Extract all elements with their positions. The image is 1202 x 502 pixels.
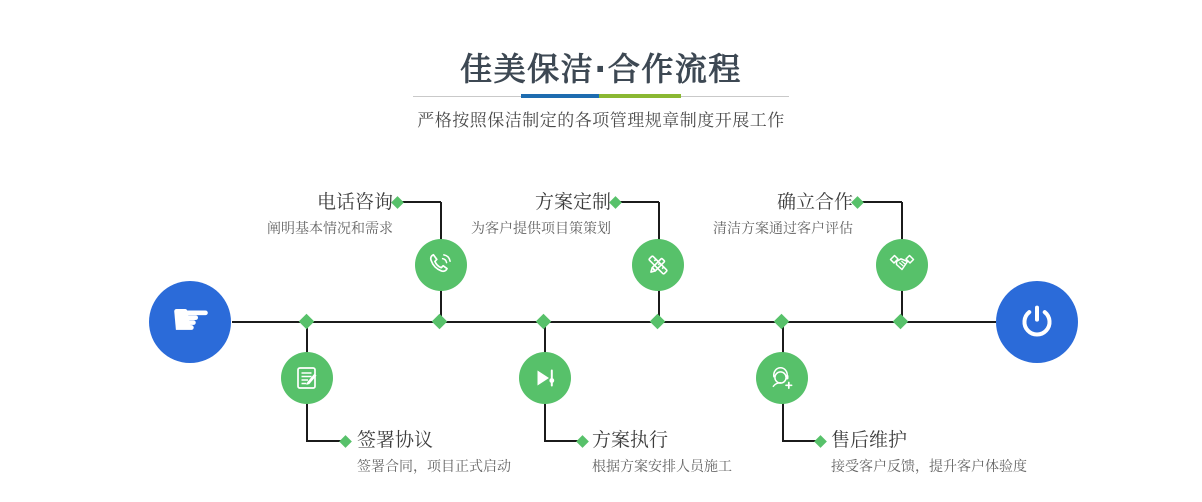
- step-plan-custom: [471, 190, 611, 239]
- step-title: 确立合作: [776, 191, 853, 213]
- node-diamond: [650, 314, 666, 330]
- step-desc: 签署合同，项目正式启动: [357, 459, 511, 475]
- document-pen-icon: [292, 363, 322, 393]
- page-subtitle: 严格按照保洁制定的各项管理规章制度开展工作: [417, 111, 785, 131]
- step-aftersales-maintenance: [831, 428, 1027, 477]
- step-phone-consult: [267, 190, 393, 239]
- node-diamond: [893, 314, 909, 330]
- agreement-step-node: [281, 352, 333, 404]
- phone-icon: [426, 250, 456, 280]
- step-title: 签署协议: [357, 429, 434, 451]
- step-plan-execution: [592, 428, 732, 477]
- play-next-icon: [530, 363, 560, 393]
- timeline-main-line: [232, 321, 996, 323]
- label-diamond: [576, 435, 589, 448]
- plan-step-node: [632, 239, 684, 291]
- step-desc: 阐明基本情况和需求: [267, 221, 393, 237]
- handshake-icon: [887, 250, 917, 280]
- step-desc: 清洁方案通过客户评估: [713, 221, 853, 237]
- page-title: 佳美保洁·合作流程: [460, 50, 742, 88]
- step-title: 电话咨询: [316, 191, 393, 213]
- step-desc: 为客户提供项目策策划: [471, 221, 611, 237]
- title-divider: [413, 96, 789, 97]
- aftersales-step-node: [756, 352, 808, 404]
- node-diamond: [299, 314, 315, 330]
- step-title: 方案定制: [534, 191, 611, 213]
- node-diamond: [774, 314, 790, 330]
- step-establish-cooperation: [713, 190, 853, 239]
- node-diamond: [536, 314, 552, 330]
- execution-step-node: [519, 352, 571, 404]
- pointing-hand-icon: ☛: [170, 292, 212, 346]
- divider-accent-bar: [521, 94, 681, 98]
- start-node: [149, 281, 231, 363]
- phone-step-node: [415, 239, 467, 291]
- power-icon: [1017, 302, 1057, 342]
- end-node: [996, 281, 1078, 363]
- pencil-ruler-icon: [643, 250, 673, 280]
- step-title: 售后维护: [831, 429, 908, 451]
- step-desc: 根据方案安排人员施工: [592, 459, 732, 475]
- label-diamond: [851, 196, 864, 209]
- divider-blue-segment: [521, 94, 599, 98]
- step-title: 方案执行: [592, 429, 669, 451]
- cooperation-step-node: [876, 239, 928, 291]
- label-diamond: [609, 196, 622, 209]
- connector-line: [859, 201, 902, 203]
- headset-plus-icon: [767, 363, 797, 393]
- connector-line: [617, 201, 659, 203]
- step-desc: 接受客户反馈，提升客户体验度: [831, 459, 1027, 475]
- label-diamond: [814, 435, 827, 448]
- connector-line: [399, 201, 441, 203]
- divider-green-segment: [599, 94, 681, 98]
- label-diamond: [339, 435, 352, 448]
- label-diamond: [391, 196, 404, 209]
- node-diamond: [432, 314, 448, 330]
- step-sign-agreement: [357, 428, 511, 477]
